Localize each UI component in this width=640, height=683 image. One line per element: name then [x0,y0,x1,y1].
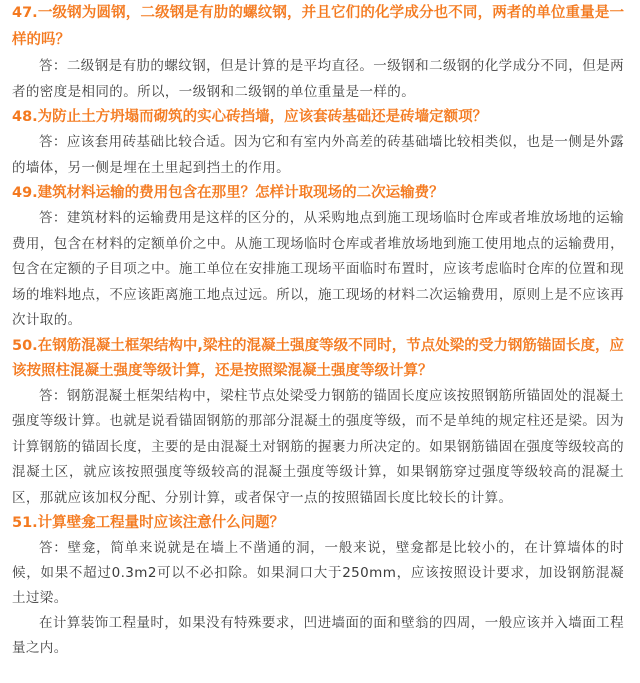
question-heading: 47.一级钢为圆钢，二级钢是有肋的螺纹钢，并且它们的化学成分也不同，两者的单位重量是一样的吗？ [12,5,624,48]
answer-paragraph: 答：钢筋混凝土框架结构中，梁柱节点处梁受力钢筋的锚固长度应该按照钢筋所锚固处的混凝土强度等级计算。也就是说看锚固钢筋的那部分混凝土的强度等级，而不是单纯的规定柱还是梁。因为计算钢筋的锚固长度，主要的是由混凝土对钢筋的握裹力所决定的。如果钢筋锚固在强度等级较高的混凝土区，就应该按照强度等级较高的混凝土强度等级计算，如果钢筋穿过强度等级较高的混凝土区，那就应该加权分配、分别计算，或者保守一点的按照锚固长度比较长的计算。 [12,387,624,506]
qa-item-49 [12,181,624,334]
question-heading: 50.在钢筋混凝土框架结构中,梁柱的混凝土强度等级不同时，节点处梁的受力钢筋锚固长度，应该按照柱混凝土强度等级计算，还是按照梁混凝土强度等级计算？ [12,337,624,379]
answer-paragraph: 答：二级钢是有肋的螺纹钢，但是计算的是平均直径。一级钢和二级钢的化学成分不同，但是两者的密度是相同的。所以，一级钢和二级钢的单位重量是一样的。 [12,58,624,100]
qa-item-47 [12,0,624,105]
qa-item-50 [12,334,624,512]
question-heading: 49.建筑材料运输的费用包含在那里？怎样计取现场的二次运输费？ [12,185,444,201]
question-heading: 51.计算壁龛工程量时应该注意什么问题？ [12,515,285,531]
answer-paragraph: 在计算装饰工程量时，如果没有特殊要求，凹进墙面的面和壁翁的四周，一般应该并入墙面工程量之内。 [12,615,624,656]
qa-item-48 [12,105,624,181]
answer-paragraph: 答：壁龛，简单来说就是在墙上不凿通的洞，一般来说，壁龛都是比较小的，在计算墙体的时候，如果不超过0.3m2可以不必扣除。如果洞口大于250mm，应该按照设计要求，加设钢筋混凝土过梁。 [12,540,624,606]
answer-paragraph: 答：应该套用砖基础比较合适。因为它和有室内外高差的砖基础墙比较相类似，也是一侧是外露的墙体，另一侧是埋在土里起到挡土的作用。 [12,134,624,176]
question-heading: 48.为防止土方坍塌而砌筑的实心砖挡墙，应该套砖基础还是砖墙定额项？ [12,109,488,125]
qa-item-51 [12,511,624,661]
answer-paragraph: 答：建筑材料的运输费用是这样的区分的，从采购地点到施工现场临时仓库或者堆放场地的运输费用，包含在材料的定额单价之中。从施工现场临时仓库或者堆放场地到施工使用地点的运输费用，包含在定额的子目项之中。施工单位在安排施工现场平面临时布置时，应该考虑临时仓库的位置和现场的堆料地点，不应该距离施工地点过远。所以，施工现场的材料二次运输费用，原则上是不应该再次计取的。 [12,210,624,328]
